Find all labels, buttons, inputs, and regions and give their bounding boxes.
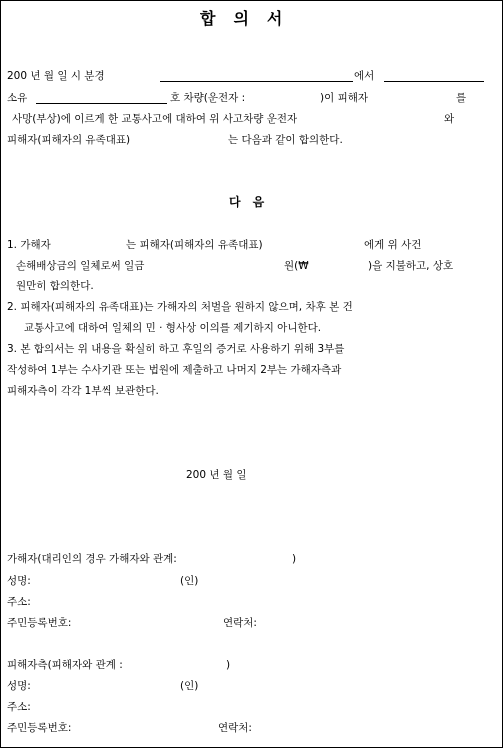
offender-id-label: 주민등록번호: [7,617,72,629]
item-3-line-3: 피해자측이 각각 1부씩 보관한다. [7,385,159,397]
victim-heading-close: ) [226,659,231,671]
victim-contact-field[interactable] [260,721,460,735]
victim-relation-field[interactable] [158,658,224,672]
owner-label: 소유 [7,92,28,104]
driver-name-field[interactable] [266,91,318,105]
accident-place-field[interactable] [160,81,353,82]
item-1-case-text: 에게 위 사건 [364,239,422,251]
offender-contact-label: 연락처: [223,617,257,629]
item-1-victim-field[interactable] [290,238,360,252]
agreement-statement: 는 다음과 같이 합의한다. [228,134,343,146]
offender-contact-field[interactable] [266,616,466,630]
accident-extra-field[interactable] [384,81,484,82]
victim-label: )이 피해자 [320,92,369,104]
item-1-amount-label: 손해배상금의 일체로써 일금 [16,260,145,272]
victim-id-field[interactable] [86,721,212,735]
item-2-line-2: 교통사고에 대하여 일체의 민 · 형사상 이의를 제기하지 아니한다. [24,322,322,334]
vehicle-driver-label: 호 차량(운전자 : [170,92,246,104]
offender-address-field[interactable] [36,595,476,609]
item-1-offender-field[interactable] [66,238,122,252]
victim-heading: 피해자측(피해자와 관계 : [7,659,123,671]
victim-seal: (인) [180,680,199,692]
victim-name-field[interactable] [386,91,452,105]
paragraph-line-3: 사망(부상)에 이르게 한 교통사고에 대하여 위 사고차량 운전자 [12,113,298,125]
item-1-victim-label: 는 피해자(피해자의 유족대표) [126,239,263,251]
victim-name-field[interactable] [36,679,176,693]
victim-contact-label: 연락처: [218,722,252,734]
offender-relation-field[interactable] [222,552,290,566]
offender-name-field[interactable] [36,574,176,588]
item-1-won-label: 원(₩ [284,260,309,272]
amount-korean-field[interactable] [174,259,282,273]
item-2-line-1: 2. 피해자(피해자의 유족대표)는 가해자의 처벌을 원하지 않으며, 차후 본 건 [7,301,353,313]
victim-name-label: 성명: [7,680,31,692]
item-3-line-1: 3. 본 합의서는 위 내용을 확실히 하고 후일의 증거로 사용하기 위해 3부를 [7,343,345,355]
object-particle: 를 [456,92,467,104]
driver-name-field-2[interactable] [370,112,440,126]
amount-number-field[interactable] [320,259,366,273]
vehicle-owner-field[interactable] [36,103,167,104]
item-3-line-2: 작성하여 1부는 수사기관 또는 법원에 제출하고 나머지 2부는 가해자측과 [7,364,342,376]
accident-datetime-label: 200 년 월 일 시 분경 [7,70,105,82]
offender-id-field[interactable] [86,616,216,630]
place-suffix: 에서 [354,70,375,82]
offender-heading: 가해자(대리인의 경우 가해자와 관계: [7,553,177,565]
victim-address-field[interactable] [36,700,476,714]
victim-representative-label: 피해자(피해자의 유족대표) [7,134,131,146]
victim-representative-field[interactable] [156,133,226,147]
signing-date: 200 년 월 일 [186,469,247,481]
victim-address-label: 주소: [7,701,31,713]
offender-address-label: 주소: [7,596,31,608]
item-1-payment-text: )을 지불하고, 상호 [368,260,454,272]
document-title: 합의서 [200,9,301,28]
item-1-offender-label: 1. 가해자 [7,239,51,251]
conjunction: 와 [444,113,455,125]
offender-seal: (인) [180,575,199,587]
victim-id-label: 주민등록번호: [7,722,72,734]
section-heading: 다음 [229,195,277,209]
item-1-settlement-text: 원만히 합의한다. [16,280,94,292]
offender-name-label: 성명: [7,575,31,587]
offender-heading-close: ) [292,553,297,565]
